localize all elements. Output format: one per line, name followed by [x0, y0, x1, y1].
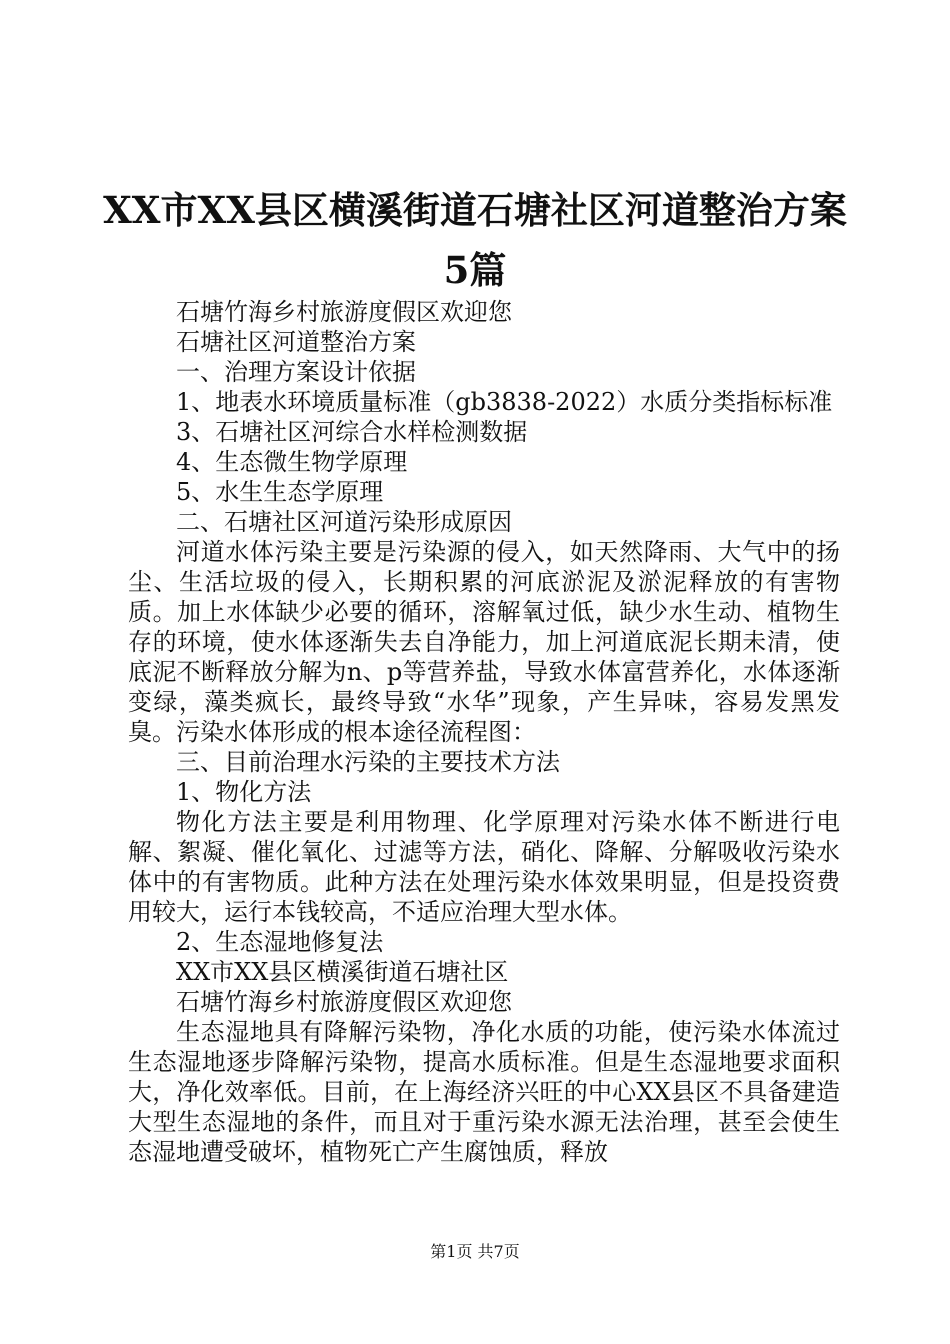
paragraph-wetland-method: 生态湿地具有降解污染物，净化水质的功能，使污染水体流过生态湿地逐步降解污染物，提高水质标准。但是生态湿地要求面积大，净化效率低。目前，在上海经济兴旺的中心XX县区不具备建造大型生态湿地的条件，而且对于重污染水源无法治理，甚至会使生态湿地遭受破坏，植物死亡产生腐蚀质，释放 — [128, 1018, 840, 1166]
paragraph-welcome-repeat: 石塘竹海乡村旅游度假区欢迎您 — [176, 988, 512, 1016]
paragraph-location: XX市XX县区横溪街道石塘社区 — [176, 958, 509, 986]
subsection-heading: 1、物化方法 — [176, 778, 312, 806]
document-title-line-1: XX市XX县区横溪街道石塘社区河道整治方案 — [103, 188, 847, 232]
list-item: 3、石塘社区河综合水样检测数据 — [176, 418, 528, 446]
list-item: 1、地表水环境质量标准（gb3838-2022）水质分类指标标准 — [176, 388, 833, 416]
paragraph-plan-title: 石塘社区河道整治方案 — [176, 328, 416, 356]
paragraph-physicochemical-method: 物化方法主要是利用物理、化学原理对污染水体不断进行电解、絮凝、催化氧化、过滤等方法，硝化、降解、分解吸收污染水体中的有害物质。此种方法在处理污染水体效果明显，但是投资费用较大，运行本钱较高，不适应治理大型水体。 — [128, 808, 840, 926]
list-item: 5、水生生态学原理 — [176, 478, 384, 506]
section-heading-2: 二、石塘社区河道污染形成原因 — [176, 508, 512, 536]
page-number-footer: 第1页 共7页 — [430, 1242, 520, 1261]
document-title-line-2: 5篇 — [443, 248, 507, 292]
paragraph-welcome: 石塘竹海乡村旅游度假区欢迎您 — [176, 298, 512, 326]
list-item: 4、生态微生物学原理 — [176, 448, 408, 476]
section-heading-1: 一、治理方案设计依据 — [176, 358, 416, 386]
paragraph-pollution-causes: 河道水体污染主要是污染源的侵入，如天然降雨、大气中的扬尘、生活垃圾的侵入，长期积累的河底淤泥及淤泥释放的有害物质。加上水体缺少必要的循环，溶解氧过低，缺少水生动、植物生存的环境，使水体逐渐失去自净能力，加上河道底泥长期未清，使底泥不断释放分解为n、p等营养盐，导致水体富营养化，水体逐渐变绿，藻类疯长，最终导致“水华”现象，产生异味，容易发黑发臭。污染水体形成的根本途径流程图： — [128, 538, 840, 746]
subsection-heading: 2、生态湿地修复法 — [176, 928, 384, 956]
document-body — [128, 297, 840, 1167]
section-heading-3: 三、目前治理水污染的主要技术方法 — [176, 748, 560, 776]
